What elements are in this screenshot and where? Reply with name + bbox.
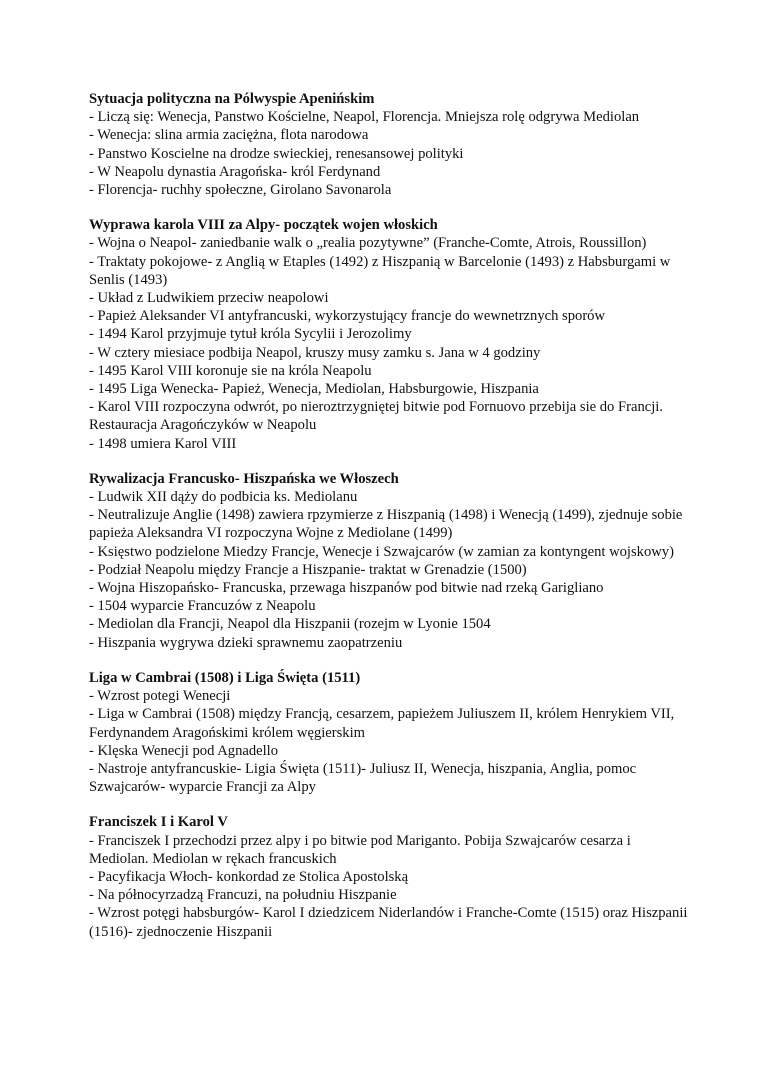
list-item: - Mediolan dla Francji, Neapol dla Hiszpanii (rozejm w Lyonie 1504 xyxy=(89,616,491,633)
list-item: - Wenecja: slina armia zaciężna, flota narodowa xyxy=(89,127,369,144)
list-item: - Papież Aleksander VI antyfrancuski, wykorzystujący francje do wewnetrznych sporów xyxy=(89,308,606,325)
list-item: - Wojna Hiszopańsko- Francuska, przewaga hiszpanów pod bitwie nad rzeką Garigliano xyxy=(89,580,604,597)
list-item: - Wojna o Neapol- zaniedbanie walk o „realia pozytywne” (Franche-Comte, Atrois, Roussillon) xyxy=(89,235,647,252)
list-item: - Hiszpania wygrywa dzieki sprawnemu zaopatrzeniu xyxy=(89,634,403,651)
section-title: Rywalizacja Francusko- Hiszpańska we Włoszech xyxy=(89,470,399,487)
list-item: - Wzrost potęgi habsburgów- Karol I dziedzicem Niderlandów i Franche-Comte (1515) oraz Hiszpanii (1516)- zjednoczenie Hiszpanii xyxy=(89,905,688,940)
list-item: - Na północyrzadzą Francuzi, na południu Hiszpanie xyxy=(89,887,397,904)
section-political-situation xyxy=(89,90,689,199)
list-item: - Układ z Ludwikiem przeciw neapolowi xyxy=(89,290,329,307)
list-item: - Liga w Cambrai (1508) między Francją, cesarzem, papieżem Juliuszem II, królem Henrykiem VII, Ferdynandem Aragońskimi królem węgierskim xyxy=(89,706,675,741)
section-franco-spanish-rivalry xyxy=(89,470,689,652)
list-item: - Liczą się: Wenecja, Panstwo Kościelne, Neapol, Florencja. Mniejsza rolę odgrywa Mediolan xyxy=(89,109,640,126)
section-title: Franciszek I i Karol V xyxy=(89,814,228,831)
list-item: - Karol VIII rozpoczyna odwrót, po nieroztrzygniętej bitwie pod Fornuovo przebija sie do Francji. Restauracja Aragończyków w Neapolu xyxy=(89,399,663,434)
section-title: Liga w Cambrai (1508) i Liga Święta (1511) xyxy=(89,669,361,686)
list-item: - Florencja- ruchhy społeczne, Girolano Savonarola xyxy=(89,182,392,199)
section-league-of-cambrai xyxy=(89,669,689,796)
document-page xyxy=(89,90,689,958)
list-item: - 1498 umiera Karol VIII xyxy=(89,435,237,452)
list-item: - Panstwo Koscielne na drodze swieckiej, renesansowej polityki xyxy=(89,145,464,162)
list-item: - Franciszek I przechodzi przez alpy i po bitwie pod Mariganto. Pobija Szwajcarów cesarza i Mediolan. Mediolan w rękach francuskich xyxy=(89,832,631,867)
list-item: - 1495 Liga Wenecka- Papież, Wenecja, Mediolan, Habsburgowie, Hiszpania xyxy=(89,381,539,398)
list-item: - Księstwo podzielone Miedzy Francje, Wenecje i Szwajcarów (w zamian za kontyngent wojskowy) xyxy=(89,543,674,560)
section-francis-and-charles xyxy=(89,813,689,940)
list-item: - 1494 Karol przyjmuje tytuł króla Sycylii i Jerozolimy xyxy=(89,326,412,343)
list-item: - Ludwik XII dąży do podbicia ks. Mediolanu xyxy=(89,489,358,506)
list-item: - Wzrost potegi Wenecji xyxy=(89,688,231,705)
list-item: - 1495 Karol VIII koronuje sie na króla Neapolu xyxy=(89,362,372,379)
list-item: - Nastroje antyfrancuskie- Ligia Święta (1511)- Juliusz II, Wenecja, hiszpania, Anglia, pomoc Szwajcarów- wyparcie Francji za Alpy xyxy=(89,760,637,796)
list-item: - Podział Neapolu między Francje a Hiszpanie- traktat w Grenadzie (1500) xyxy=(89,561,527,578)
section-title: Sytuacja polityczna na Pólwyspie Apenińskim xyxy=(89,91,375,107)
list-item: - Klęska Wenecji pod Agnadello xyxy=(89,742,279,759)
section-title: Wyprawa karola VIII za Alpy- początek wojen włoskich xyxy=(89,217,438,234)
list-item: - Pacyfikacja Włoch- konkordad ze Stolica Apostolską xyxy=(89,868,409,885)
list-item: - W cztery miesiace podbija Neapol, kruszy musy zamku s. Jana w 4 godziny xyxy=(89,344,541,361)
section-charles-viii xyxy=(89,216,689,453)
list-item: - Traktaty pokojowe- z Anglią w Etaples (1492) z Hiszpanią w Barcelonie (1493) z Habsburgami w Senlis (1493) xyxy=(89,253,671,288)
list-item: - Neutralizuje Anglie (1498) zawiera rpzymierze z Hiszpanią (1498) i Wenecją (1499), zjednuje sobie papieża Aleksandra VI rozpoczyna Wojne z Mediolane (1499) xyxy=(89,507,683,542)
list-item: - W Neapolu dynastia Aragońska- król Ferdynand xyxy=(89,163,381,180)
list-item: - 1504 wyparcie Francuzów z Neapolu xyxy=(89,598,316,615)
